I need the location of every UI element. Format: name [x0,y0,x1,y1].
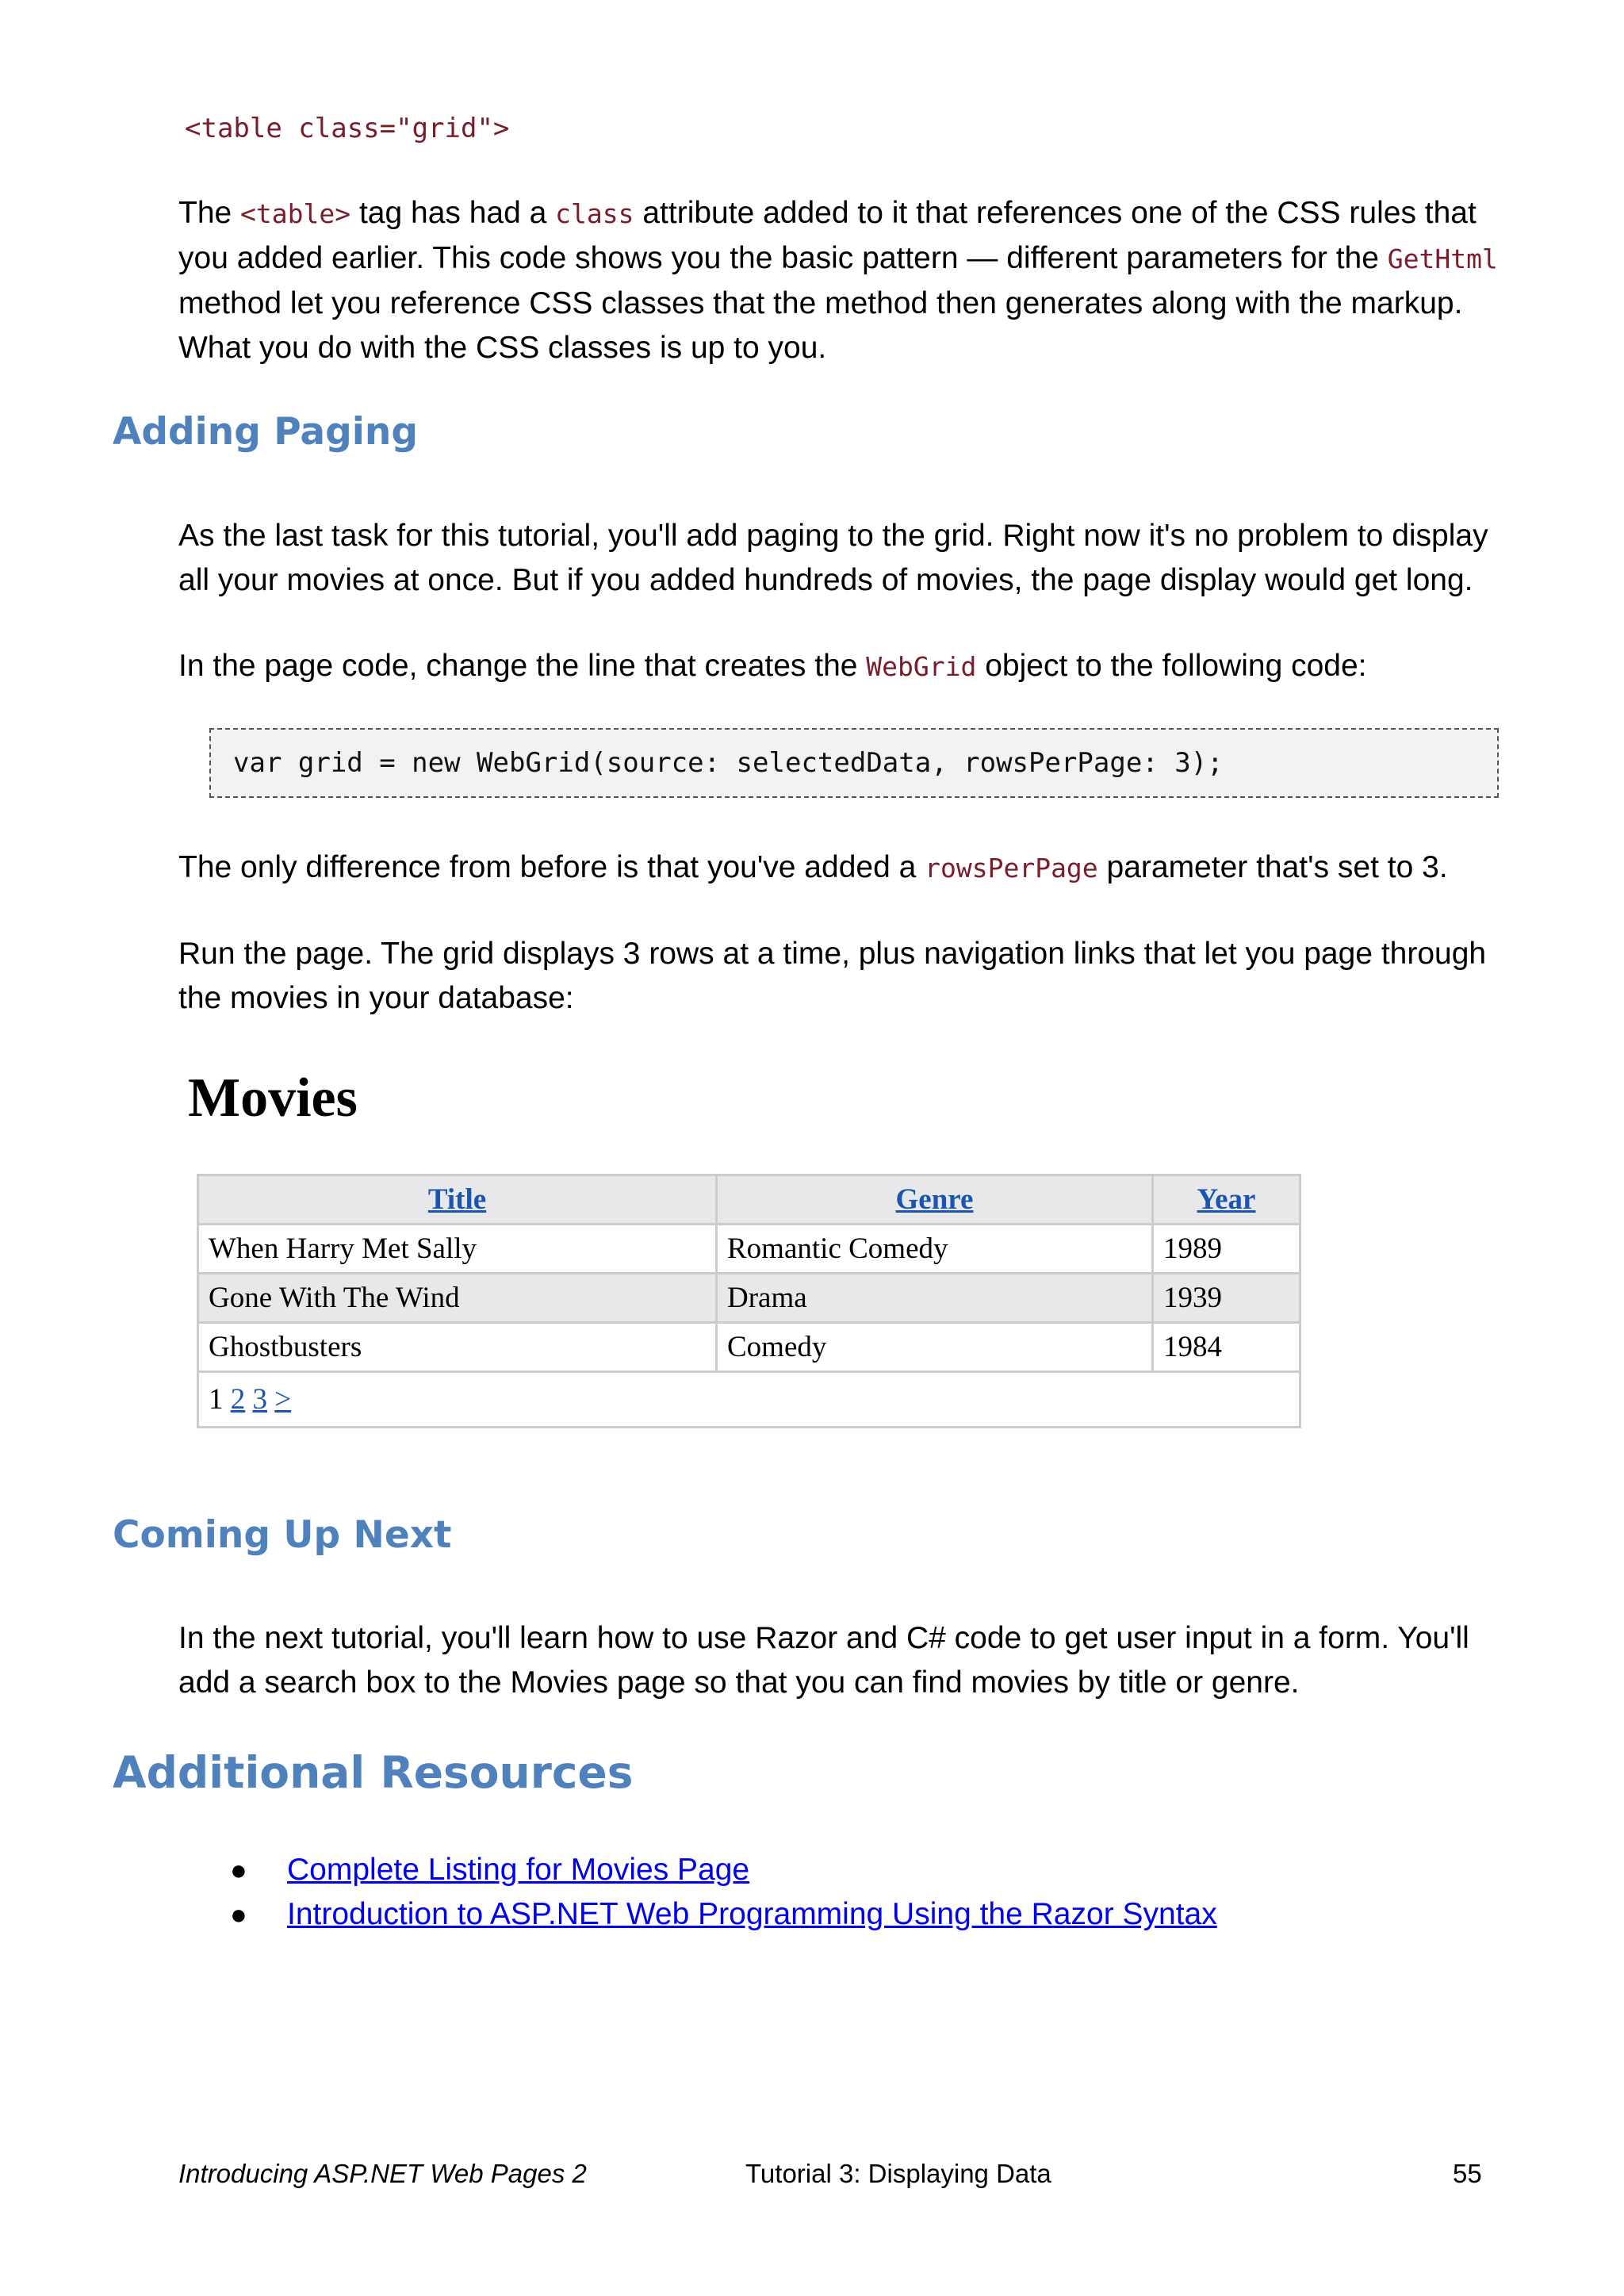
bullet-icon: ● [230,1898,247,1930]
inline-code-table: <table> [240,198,351,229]
paragraph-change-line [178,644,1526,689]
paragraph-table-class [178,191,1526,370]
table-row [198,1274,1300,1323]
cell-genre: Comedy [717,1323,1153,1372]
pager-page-2-link[interactable]: 2 [230,1383,246,1416]
code-block [209,728,1499,798]
paragraph-next-tutorial: In the next tutorial, you'll learn how to use Razor and C# code to get user input in a form. You'll add a search box to the Movies page so that you can find movies by title or genre. [178,1621,1469,1700]
heading-adding-paging: Adding Paging [113,410,418,454]
top-code-line: <table class="grid"> [185,113,510,144]
text: attribute added to it that references one of the CSS rules that you added earlier. This code shows you the basic pattern — different parameters for the [178,196,1477,275]
pager-row [198,1372,1300,1428]
header-year[interactable] [1153,1175,1300,1225]
sort-year-link[interactable]: Year [1197,1183,1256,1216]
inline-code-rowsperpage: rowsPerPage [925,853,1098,884]
text: tag has had a [350,196,556,230]
cell-genre: Drama [717,1274,1153,1323]
grid-header-row [198,1175,1300,1225]
text: parameter that's set to 3. [1097,850,1448,884]
sort-title-link[interactable]: Title [427,1183,487,1216]
code-line: var grid = new WebGrid(source: selectedData, rowsPerPage: 3); [233,747,1224,779]
inline-code-class: class [555,198,634,229]
cell-title: When Harry Met Sally [198,1225,717,1274]
paragraph-run-page: Run the page. The grid displays 3 rows at a time, plus navigation links that let you page through the movies in your database: [178,937,1487,1015]
cell-year: 1939 [1153,1274,1300,1323]
pager-page-3-link[interactable]: 3 [252,1383,267,1416]
cell-year: 1989 [1153,1225,1300,1274]
heading-additional-resources: Additional Resources [113,1747,634,1798]
text: The [178,196,241,230]
header-genre[interactable] [717,1175,1153,1225]
list-item [230,1848,1217,1892]
movies-title: Movies [188,1068,358,1129]
text: In the page code, change the line that creates the [178,649,867,683]
list-item [230,1892,1217,1937]
cell-year: 1984 [1153,1323,1300,1372]
cell-title: Gone With The Wind [198,1274,717,1323]
movies-grid [197,1174,1301,1428]
cell-genre: Romantic Comedy [717,1225,1153,1274]
footer-chapter: Tutorial 3: Displaying Data [745,2159,1051,2188]
sort-genre-link[interactable]: Genre [895,1183,974,1216]
inline-code-webgrid: WebGrid [866,651,977,682]
paragraph-paging-intro: As the last task for this tutorial, you'll add paging to the grid. Right now it's no problem to display all your movies at once. But if you added hundreds of movies, the page display would get long. [178,519,1488,597]
resources-list [230,1848,1217,1937]
text: object to the following code: [976,649,1367,683]
heading-coming-up-next: Coming Up Next [113,1513,452,1557]
link-intro-razor[interactable]: Introduction to ASP.NET Web Programming Using the Razor Syntax [287,1897,1217,1931]
table-row [198,1225,1300,1274]
bullet-icon: ● [230,1853,247,1886]
link-complete-listing[interactable]: Complete Listing for Movies Page [287,1853,750,1887]
cell-title: Ghostbusters [198,1323,717,1372]
pager-current-page: 1 [209,1383,224,1416]
text: method let you reference CSS classes that the method then generates along with the markup. What you do with the CSS classes is up to you. [178,286,1463,365]
footer-book-title: Introducing ASP.NET Web Pages 2 [178,2159,587,2188]
text: The only difference from before is that you've added a [178,850,925,884]
footer-page-number: 55 [1453,2159,1482,2188]
inline-code-gethtml: GetHtml [1387,243,1498,274]
header-title[interactable] [198,1175,717,1225]
paragraph-difference [178,845,1526,891]
pager [198,1372,1300,1428]
table-row [198,1323,1300,1372]
pager-next-link[interactable]: > [274,1383,292,1416]
